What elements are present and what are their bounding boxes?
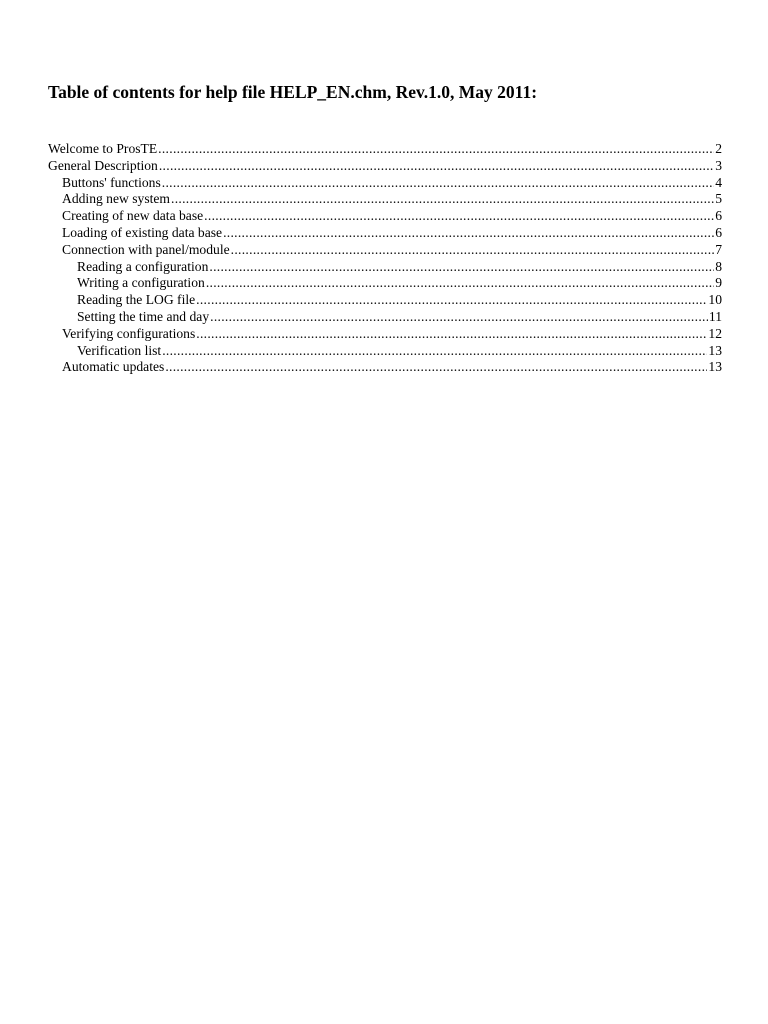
toc-page-number: 4 [715, 174, 722, 190]
toc-entry[interactable] [48, 292, 722, 309]
toc-page-number: 5 [715, 191, 722, 207]
toc-page-number: 12 [708, 325, 722, 341]
toc-entry-label: Buttons' functions [62, 174, 161, 190]
toc-entry-label: Writing a configuration [77, 275, 205, 291]
toc-entry-label: Creating of new data base [62, 208, 204, 224]
toc-entry-label: Connection with panel/module [62, 241, 230, 257]
toc-dot-leader [231, 242, 715, 259]
toc-entry-label: Verification list [77, 342, 162, 358]
toc-entry[interactable] [48, 141, 722, 158]
toc-page-number: 13 [708, 359, 722, 375]
toc-entry[interactable] [48, 191, 722, 208]
toc-dot-leader [196, 292, 707, 309]
toc-entry-label: Automatic updates [62, 359, 165, 375]
document-title: Table of contents for help file HELP_EN.chm, Rev.1.0, May 2011: [48, 82, 538, 102]
toc-entry[interactable] [48, 242, 722, 259]
toc-entry[interactable] [48, 309, 722, 326]
toc-page-number: 8 [715, 258, 722, 274]
toc-page-number: 6 [715, 208, 722, 224]
toc-dot-leader [158, 141, 714, 158]
toc-dot-leader [162, 343, 707, 360]
toc-page-number: 6 [715, 224, 722, 240]
toc-entry[interactable] [48, 175, 722, 192]
toc-entry-label: Loading of existing data base [62, 224, 223, 240]
toc-entry[interactable] [48, 275, 722, 292]
toc-dot-leader [171, 191, 714, 208]
toc-entry[interactable] [48, 259, 722, 276]
toc-entry-label: Setting the time and day [77, 308, 210, 324]
toc-entry[interactable] [48, 326, 722, 343]
toc-entry-label: Reading a configuration [77, 258, 209, 274]
toc-dot-leader [210, 309, 708, 326]
toc-page-number: 11 [708, 308, 722, 324]
toc-page-number: 3 [715, 157, 722, 173]
toc-dot-leader [206, 275, 714, 292]
toc-entry-label: Adding new system [62, 191, 170, 207]
toc-dot-leader [223, 225, 714, 242]
toc-dot-leader [196, 326, 707, 343]
toc-dot-leader [209, 259, 714, 276]
toc-dot-leader [159, 158, 714, 175]
toc-dot-leader [162, 175, 714, 192]
toc-entry[interactable] [48, 158, 722, 175]
toc-dot-leader [165, 359, 707, 376]
toc-entry-label: General Description [48, 157, 158, 173]
toc-page-number: 2 [715, 141, 722, 156]
toc-page-number: 13 [708, 342, 722, 358]
toc-page-number: 10 [708, 292, 722, 308]
toc-entry[interactable] [48, 225, 722, 242]
toc-entry[interactable] [48, 208, 722, 225]
toc-entry[interactable] [48, 343, 722, 360]
toc-entry-label: Welcome to ProsTE [48, 141, 158, 156]
toc-entry-label: Verifying configurations [62, 325, 196, 341]
toc-entry-label: Reading the LOG file [77, 292, 196, 308]
toc-page-number: 7 [715, 241, 722, 257]
toc-page-number: 9 [715, 275, 722, 291]
toc-entry[interactable] [48, 359, 722, 376]
toc-dot-leader [204, 208, 714, 225]
table-of-contents [48, 141, 722, 376]
